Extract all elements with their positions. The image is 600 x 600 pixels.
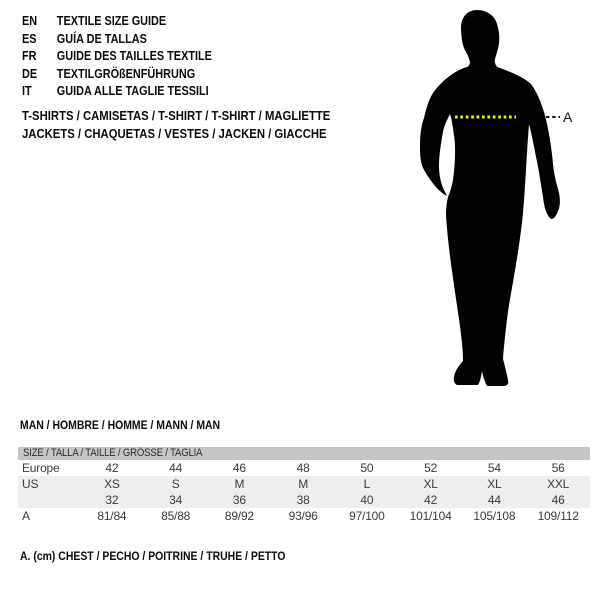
table-row-europe bbox=[18, 460, 590, 476]
cell: 97/100 bbox=[349, 509, 385, 523]
language-guide-list bbox=[22, 13, 240, 101]
cell: 40 bbox=[360, 493, 374, 507]
size-table bbox=[18, 447, 590, 524]
size-table-header: SIZE / TALLA / TAILLE / GRÖSSE / TAGLIA bbox=[18, 447, 590, 460]
guide-title: GUÍA DE TALLAS bbox=[56, 31, 147, 46]
cell: 101/104 bbox=[409, 509, 452, 523]
cell: 36 bbox=[232, 493, 246, 507]
language-code: DE bbox=[22, 66, 38, 81]
cell: M bbox=[298, 477, 309, 491]
table-row-numeric bbox=[18, 492, 590, 508]
cell: 89/92 bbox=[224, 509, 254, 523]
row-label: US bbox=[22, 477, 39, 491]
cell: M bbox=[234, 477, 245, 491]
guide-title: TEXTILGRÖßENFÜHRUNG bbox=[56, 66, 196, 81]
garment-line-tshirts: T-SHIRTS / CAMISETAS / T-SHIRT / T-SHIRT / MAGLIETTE bbox=[22, 108, 331, 123]
measurement-label-a: A bbox=[563, 109, 573, 125]
cell: 46 bbox=[232, 461, 246, 475]
cell: L bbox=[363, 477, 371, 491]
cell: 50 bbox=[360, 461, 374, 475]
cell: 34 bbox=[169, 493, 183, 507]
language-row-it bbox=[22, 83, 240, 101]
man-silhouette bbox=[420, 10, 560, 386]
cell: 32 bbox=[105, 493, 119, 507]
language-code: FR bbox=[22, 49, 37, 63]
language-row-de bbox=[22, 66, 240, 84]
section-label-man: MAN / HOMBRE / HOMME / MANN / MAN bbox=[20, 418, 221, 432]
cell: 81/84 bbox=[97, 509, 127, 523]
footnote-chest-measurement: A. (cm) CHEST / PECHO / POITRINE / TRUHE / PETTO bbox=[20, 549, 286, 563]
cell: 44 bbox=[169, 461, 183, 475]
cell: 42 bbox=[105, 461, 119, 475]
language-row-es bbox=[22, 31, 240, 49]
row-label: Europe bbox=[22, 461, 60, 475]
cell: XL bbox=[487, 477, 502, 491]
garment-category-block bbox=[22, 107, 376, 143]
table-row-chest-a bbox=[18, 508, 590, 524]
cell: 54 bbox=[487, 461, 501, 475]
cell: XS bbox=[104, 477, 120, 491]
language-row-en bbox=[22, 13, 240, 31]
man-silhouette-figure bbox=[410, 0, 600, 400]
cell: XL bbox=[423, 477, 438, 491]
cell: 48 bbox=[296, 461, 310, 475]
cell: 44 bbox=[487, 493, 501, 507]
cell: 38 bbox=[296, 493, 310, 507]
garment-line-jackets: JACKETS / CHAQUETAS / VESTES / JACKEN / GIACCHE bbox=[22, 126, 327, 141]
cell: 93/96 bbox=[288, 509, 318, 523]
cell: 52 bbox=[424, 461, 438, 475]
cell: 42 bbox=[424, 493, 438, 507]
language-code: ES bbox=[22, 31, 37, 46]
cell: 85/88 bbox=[161, 509, 191, 523]
language-row-fr bbox=[22, 48, 240, 66]
cell: 105/108 bbox=[473, 509, 516, 523]
cell: 46 bbox=[551, 493, 565, 507]
cell: S bbox=[171, 477, 180, 491]
cell: 56 bbox=[551, 461, 565, 475]
table-row-us bbox=[18, 476, 590, 492]
guide-title: GUIDE DES TAILLES TEXTILE bbox=[56, 49, 212, 63]
language-code: IT bbox=[22, 84, 32, 98]
cell: 109/112 bbox=[537, 509, 579, 523]
row-label bbox=[18, 492, 80, 508]
row-label: A bbox=[22, 509, 30, 523]
language-code: EN bbox=[22, 14, 38, 28]
guide-title: GUIDA ALLE TAGLIE TESSILI bbox=[56, 84, 209, 98]
cell: XXL bbox=[547, 477, 570, 491]
guide-title: TEXTILE SIZE GUIDE bbox=[56, 14, 167, 28]
